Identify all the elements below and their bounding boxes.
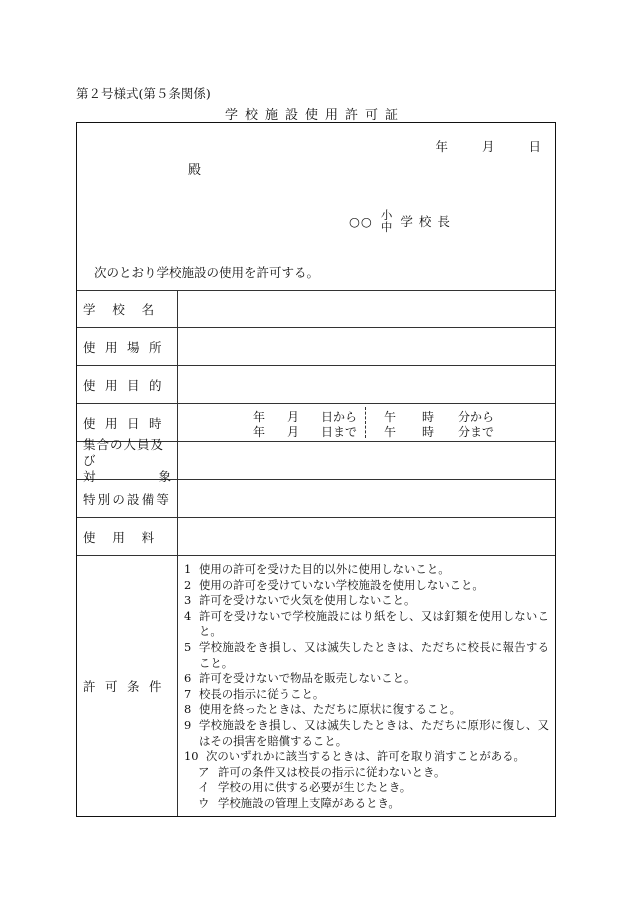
permit-form-frame bbox=[76, 122, 556, 817]
permit-conditions-text bbox=[178, 556, 555, 816]
label-char: 的 bbox=[149, 377, 162, 393]
datetime-to-date bbox=[253, 423, 357, 440]
to-year: 年 bbox=[253, 425, 266, 439]
datetime-divider bbox=[365, 407, 366, 438]
label-char: 等 bbox=[156, 491, 169, 507]
spread-label bbox=[83, 528, 171, 546]
from-minute: 分から bbox=[458, 410, 495, 424]
label-char: 日 bbox=[127, 415, 140, 431]
condition-text: 許可を受けないで学校施設にはり紙をし、又は釘類を使用しないこと。 bbox=[199, 608, 549, 639]
from-month: 月 bbox=[287, 410, 300, 424]
row-label bbox=[77, 404, 178, 441]
to-ampm: 午 bbox=[384, 425, 397, 439]
label-char: 用 bbox=[112, 529, 125, 545]
label-char: 名 bbox=[141, 301, 155, 317]
label-char: 料 bbox=[141, 529, 155, 545]
attendees-label-line1: 集合の人員及び bbox=[83, 436, 165, 468]
label-char: 設 bbox=[127, 491, 140, 507]
use-purpose-field[interactable] bbox=[178, 366, 555, 403]
to-month: 月 bbox=[287, 425, 300, 439]
signer-block bbox=[349, 209, 456, 233]
school-type-elementary: 小 bbox=[380, 208, 393, 222]
condition-number: 9 bbox=[184, 717, 192, 732]
condition-number: 4 bbox=[184, 608, 192, 623]
sub-condition-item bbox=[184, 796, 549, 812]
from-hour: 時 bbox=[422, 410, 435, 424]
from-ampm: 午 bbox=[384, 410, 397, 424]
label-char: 目 bbox=[127, 377, 140, 393]
label-char: 可 bbox=[105, 679, 118, 694]
condition-text: 使用の許可を受けていない学校施設を使用しないこと。 bbox=[199, 577, 484, 592]
to-minute: 分まで bbox=[458, 425, 495, 439]
intro-text: 次のとおり学校施設の使用を許可する。 bbox=[94, 265, 320, 280]
condition-text: 許可を受けないで火気を使用しないこと。 bbox=[199, 593, 416, 608]
spread-label bbox=[83, 338, 171, 356]
condition-number: 2 bbox=[184, 577, 192, 592]
date-day-label: 日 bbox=[528, 139, 541, 154]
attendees-field[interactable] bbox=[178, 442, 555, 479]
form-number-label: 第２号様式(第５条関係) bbox=[76, 86, 211, 101]
school-type-junior-high: 中 bbox=[380, 220, 393, 234]
row-attendees bbox=[77, 436, 555, 484]
special-equipment-field[interactable] bbox=[178, 480, 555, 517]
sub-condition-text: 学校施設の管理上支障があるとき。 bbox=[218, 795, 400, 810]
label-char: 用 bbox=[105, 415, 118, 431]
to-hour: 時 bbox=[422, 425, 435, 439]
header-section bbox=[77, 123, 555, 291]
condition-text: 学校施設をき損し、又は滅失したときは、ただちに原形に復し、又はその損害を賠償すること。 bbox=[199, 717, 549, 748]
condition-item bbox=[184, 702, 549, 718]
condition-number: 3 bbox=[184, 593, 192, 608]
datetime-to-time bbox=[384, 423, 494, 440]
date-month-label: 月 bbox=[481, 139, 495, 154]
sub-condition-marker: ウ bbox=[198, 795, 210, 810]
spread-label bbox=[83, 414, 171, 432]
sub-condition-item bbox=[184, 780, 549, 796]
condition-item bbox=[184, 562, 549, 578]
condition-text: 学校施設をき損し、又は滅失したときは、ただちに校長に報告すること。 bbox=[199, 639, 549, 670]
condition-number: 10 bbox=[184, 749, 199, 764]
row-label bbox=[77, 436, 178, 484]
spread-label bbox=[83, 677, 171, 695]
condition-text: 許可を受けないで物品を販売しないこと。 bbox=[199, 671, 416, 686]
from-year: 年 bbox=[253, 410, 266, 424]
label-char: 校 bbox=[112, 301, 125, 317]
condition-item bbox=[184, 640, 549, 671]
label-char: 用 bbox=[105, 377, 118, 393]
row-label bbox=[77, 480, 178, 517]
condition-number: 6 bbox=[184, 671, 192, 686]
attendees-label-char-a: 対 bbox=[83, 468, 96, 484]
sub-condition-item bbox=[184, 765, 549, 781]
label-char: 使 bbox=[83, 339, 96, 355]
condition-text: 使用を終ったときは、ただちに原状に復すること。 bbox=[199, 702, 461, 717]
condition-number: 8 bbox=[184, 702, 192, 717]
document-title: 学校施設使用許可証 bbox=[224, 108, 405, 123]
from-day: 日から bbox=[321, 410, 358, 424]
spread-label bbox=[83, 300, 171, 318]
sub-condition-text: 学校の用に供する必要が生じたとき。 bbox=[218, 780, 412, 795]
label-char: 別 bbox=[97, 491, 111, 507]
condition-item bbox=[184, 687, 549, 703]
sub-condition-marker: イ bbox=[198, 780, 210, 795]
condition-number: 7 bbox=[184, 686, 192, 701]
label-char: 時 bbox=[149, 415, 162, 431]
school-name-placeholder: ○○ bbox=[349, 213, 373, 229]
label-char: 件 bbox=[149, 679, 162, 694]
row-label bbox=[77, 518, 178, 555]
use-datetime-field[interactable] bbox=[178, 404, 555, 441]
school-name-field[interactable] bbox=[178, 290, 555, 327]
row-label bbox=[77, 328, 178, 365]
attendees-label-char-b: 象 bbox=[158, 468, 171, 484]
condition-text: 校長の指示に従うこと。 bbox=[199, 686, 325, 701]
label-char: 条 bbox=[127, 679, 140, 694]
condition-number: 1 bbox=[184, 562, 192, 576]
label-char: 用 bbox=[105, 339, 118, 355]
usage-fee-field[interactable] bbox=[178, 518, 555, 555]
row-use-purpose bbox=[77, 366, 555, 404]
date-year-label: 年 bbox=[435, 139, 448, 154]
label-char: 使 bbox=[83, 529, 96, 545]
row-permit-conditions bbox=[77, 556, 555, 816]
issue-date bbox=[435, 137, 541, 155]
label-char: 備 bbox=[141, 491, 155, 507]
label-char: 学 bbox=[83, 301, 96, 317]
spread-label bbox=[83, 376, 171, 394]
addressee-suffix: 殿 bbox=[188, 163, 202, 178]
label-char: 所 bbox=[149, 339, 162, 355]
condition-item bbox=[184, 671, 549, 687]
label-char: 許 bbox=[83, 679, 96, 694]
condition-text: 使用の許可を受けた目的以外に使用しないこと。 bbox=[199, 562, 450, 576]
condition-number: 5 bbox=[184, 639, 192, 654]
row-usage-fee bbox=[77, 518, 555, 556]
row-special-equipment bbox=[77, 480, 555, 518]
label-char: 特 bbox=[83, 491, 96, 507]
use-place-field[interactable] bbox=[178, 328, 555, 365]
condition-text: 次のいずれかに該当するときは、許可を取り消すことがある。 bbox=[206, 749, 525, 764]
label-char: 場 bbox=[127, 339, 140, 355]
row-label bbox=[77, 556, 178, 816]
spread-label bbox=[83, 490, 171, 508]
condition-item bbox=[184, 749, 549, 765]
to-day: 日まで bbox=[321, 425, 358, 439]
principal-title: 学校長 bbox=[400, 214, 456, 229]
conditions-list bbox=[184, 562, 549, 812]
row-label bbox=[77, 290, 178, 327]
condition-item bbox=[184, 718, 549, 749]
sub-condition-text: 許可の条件又は校長の指示に従わないとき。 bbox=[218, 764, 446, 779]
label-char: 使 bbox=[83, 415, 96, 431]
school-type-stack bbox=[381, 209, 393, 233]
sub-condition-marker: ア bbox=[198, 764, 210, 779]
condition-item bbox=[184, 578, 549, 594]
row-label bbox=[77, 366, 178, 403]
condition-item bbox=[184, 593, 549, 609]
label-char: の bbox=[112, 491, 125, 507]
label-char: 使 bbox=[83, 377, 96, 393]
row-school-name bbox=[77, 290, 555, 328]
condition-item bbox=[184, 609, 549, 640]
row-use-place bbox=[77, 328, 555, 366]
